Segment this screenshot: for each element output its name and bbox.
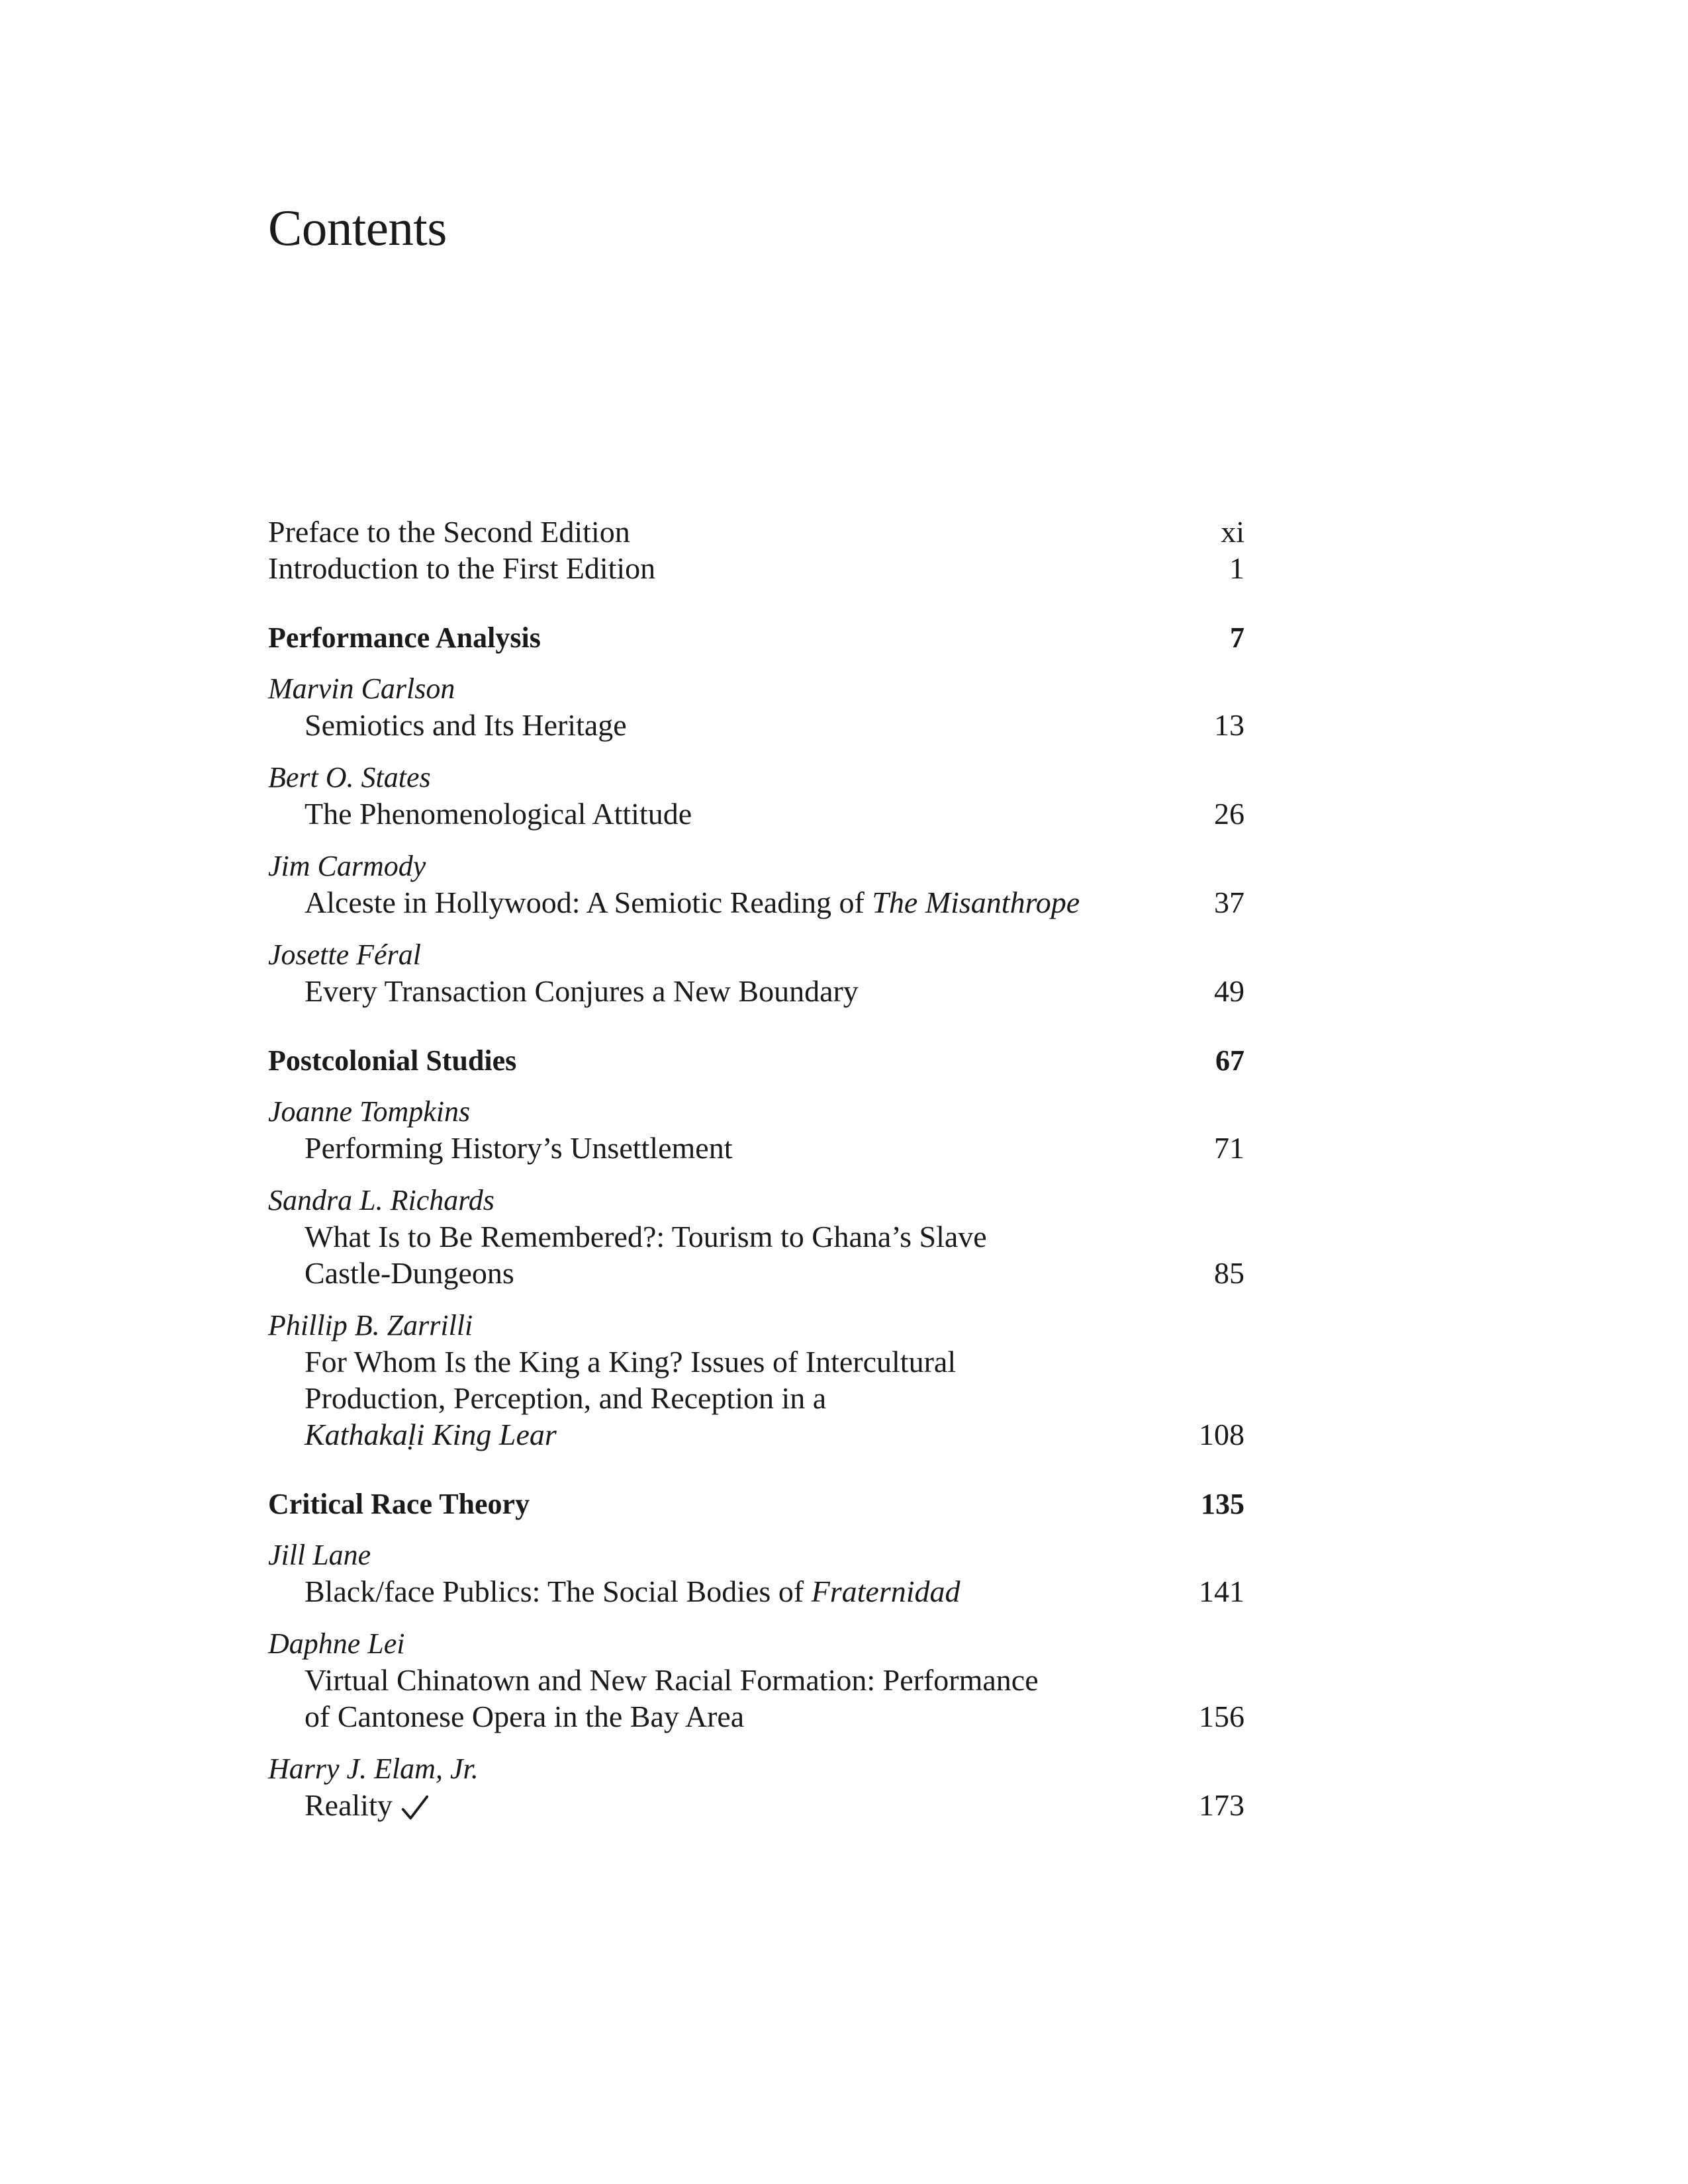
entry-title-row [268,1130,1244,1166]
toc-entry[interactable] [268,848,1244,921]
entry-title-row [268,707,1244,743]
toc-entry[interactable] [268,1307,1244,1453]
entry-title: Performing History’s Unsettlement [305,1131,733,1165]
toc-entry[interactable] [268,1537,1244,1610]
toc-page-number: 7 [1230,621,1244,654]
section-heading[interactable] [268,1042,1244,1079]
toc-entry[interactable] [268,670,1244,743]
entry-title-row [268,884,1244,921]
entry-title-row [268,796,1244,832]
toc-entry[interactable] [268,1625,1244,1735]
section-heading-label: Performance Analysis [268,621,541,654]
entry-title: Black/face Publics: The Social Bodies of Fraternidad [305,1574,961,1608]
entry-author: Marvin Carlson [268,672,455,705]
toc-page-number: 135 [1201,1488,1244,1520]
toc-page-number: 67 [1215,1044,1244,1077]
section-heading[interactable] [268,1486,1244,1522]
entry-title-line: Virtual Chinatown and New Racial Formation: Performance [305,1663,1039,1697]
toc-section-postcolonial-studies [268,1042,1244,1453]
toc-section-performance-analysis [268,619,1244,1009]
entry-title: Reality [305,1787,1192,1823]
entry-title-line: Production, Perception, and Reception in a [305,1381,827,1415]
entry-author: Harry J. Elam, Jr. [268,1752,479,1785]
entry-title: Every Transaction Conjures a New Boundary [305,974,859,1008]
entry-author: Daphne Lei [268,1627,405,1660]
toc-entry[interactable] [268,759,1244,832]
entry-title: Semiotics and Its Heritage [305,708,627,742]
toc-page-number: 26 [1214,797,1244,831]
table-of-contents [268,514,1244,1823]
entry-author: Josette Féral [268,938,421,971]
toc-page-number: 37 [1214,886,1244,919]
toc-page-number: 141 [1199,1574,1244,1608]
toc-page-number: 173 [1199,1788,1244,1822]
entry-title: Castle-Dungeons [305,1256,514,1290]
page-title: Contents [268,199,447,256]
entry-title-row [268,1573,1244,1610]
section-heading[interactable] [268,619,1244,656]
entry-title-italic: The Misanthrope [872,886,1080,919]
checkmark-icon [399,1793,430,1823]
toc-entry-label: Preface to the Second Edition [268,515,630,549]
toc-section-critical-race-theory [268,1486,1244,1823]
toc-page-number: 13 [1214,708,1244,742]
toc-page-number: 108 [1199,1418,1244,1451]
toc-page-number: 71 [1214,1131,1244,1165]
entry-title-row [268,973,1244,1009]
front-matter [268,514,1244,586]
entry-author: Phillip B. Zarrilli [268,1309,473,1342]
entry-title-row [268,1787,1244,1823]
section-heading-label: Postcolonial Studies [268,1044,517,1077]
toc-entry-preface[interactable] [268,514,1244,550]
entry-title-line: What Is to Be Remembered?: Tourism to Ghana’s Slave [305,1220,987,1253]
entry-author: Joanne Tompkins [268,1095,471,1128]
entry-author: Jim Carmody [268,850,426,882]
entry-title-row [268,1255,1244,1291]
toc-page-number: 49 [1214,974,1244,1008]
toc-entry-introduction[interactable] [268,550,1244,586]
entry-title: The Phenomenological Attitude [305,797,692,831]
entry-title-row [268,1416,1244,1453]
toc-entry[interactable] [268,1182,1244,1291]
toc-page-number: 1 [1229,551,1244,585]
toc-page-number: 85 [1214,1256,1244,1290]
entry-author: Sandra L. Richards [268,1184,494,1216]
section-heading-label: Critical Race Theory [268,1488,530,1520]
toc-entry[interactable] [268,1093,1244,1166]
entry-title [305,1416,1192,1453]
toc-page-number: xi [1221,515,1244,549]
toc-page-number: 156 [1199,1700,1244,1733]
entry-title-row [268,1698,1244,1735]
entry-title-line: For Whom Is the King a King? Issues of Intercultural [305,1345,957,1379]
entry-title: of Cantonese Opera in the Bay Area [305,1700,745,1733]
toc-entry-label: Introduction to the First Edition [268,551,656,585]
entry-title-italic: Fraternidad [811,1574,961,1608]
entry-title-italic: Kathakaḷi King Lear [305,1418,557,1451]
entry-title: Alceste in Hollywood: A Semiotic Reading of The Misanthrope [305,886,1080,919]
toc-entry[interactable] [268,1751,1244,1823]
entry-author: Bert O. States [268,761,431,794]
toc-entry[interactable] [268,936,1244,1009]
entry-author: Jill Lane [268,1539,371,1571]
